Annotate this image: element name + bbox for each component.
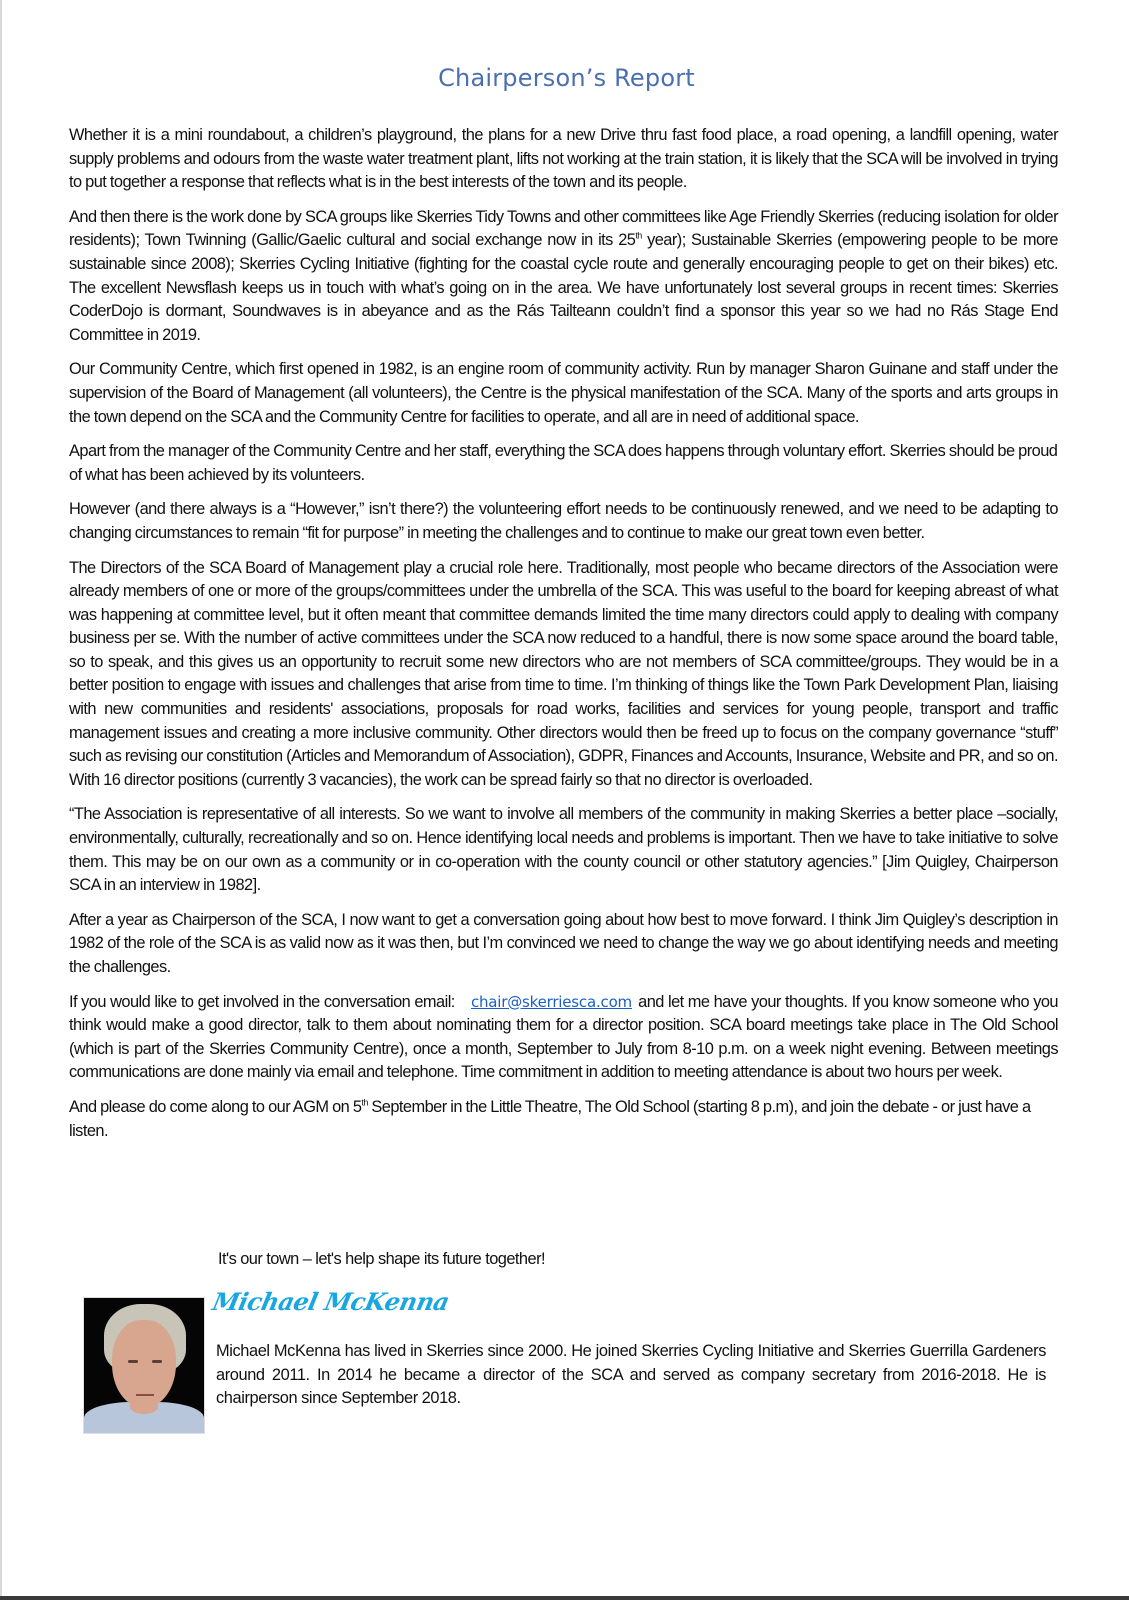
paragraph-intro: Whether it is a mini roundabout, a children’s playground, the plans for a new Drive thru fast food place, a road opening, a landfill opening, water supply problems and odours from the waste water treatment plant, lifts not working at the train station, it is likely that the SCA will be involved in trying to put together a response that reflects what is in the best interests of the town and its people.: [69, 126, 1058, 192]
paragraph-volunteers: Apart from the manager of the Community Centre and her staff, everything the SCA does happens through voluntary effort. Skerries should be proud of what has been achieved by its volunteers.: [69, 442, 1058, 484]
photo-eye-left: [128, 1360, 138, 1363]
ordinal-suffix: th: [361, 1097, 368, 1108]
email-link[interactable]: chair@skerriesca.com: [470, 992, 632, 1011]
contact-text-before: If you would like to get involved in the conversation email:: [69, 992, 459, 1011]
photo-eye-right: [152, 1360, 162, 1363]
paragraph-directors: The Directors of the SCA Board of Management play a crucial role here. Traditionally, most people who became directors of the Association were already members of one or more of the groups/committees under the umbrella of the SCA. This was useful to the board for keeping abreast of what was happening at committee level, but it often meant that committee demands limited the time many directors could apply to dealing with company business per se. With the number of active committees under the SCA now reduced to a handful, there is now some space around the board table, so to speak, and this gives us an opportunity to recruit some new directors who are not members of SCA committee/groups. They would be in a better position to engage with issues and challenges that arise from time to time. I’m thinking of things like the Town Park Development Plan, liaising with new communities and residents' associations, proposals for road works, facilities and services for young people, transport and traffic management issues and creating a more inclusive community. Other directors would then be freed up to focus on the company governance “stuff” such as revising our constitution (Articles and Memorandum of Association), GDPR, Finances and Accounts, Insurance, Website and PR, and so on. With 16 director positions (currently 3 vacancies), the work can be spread fairly so that no director is overloaded.: [69, 558, 1058, 789]
paragraph-groups: [69, 206, 1058, 348]
paragraph-contact: [69, 991, 1058, 1085]
agm-text-after: September in the Little Theatre, The Old School (starting 8 p.m), and join the debate - or just have a listen.: [69, 1097, 1031, 1140]
ordinal-suffix: th: [635, 230, 642, 241]
closing-line: It's our town – let's help shape its future together!: [218, 1250, 545, 1268]
agm-text-before: And please do come along to our AGM on 5: [69, 1097, 362, 1116]
contact-text-after: and let me have your thoughts. If you know someone who you think would make a good director, talk to them about nominating them for a director position. SCA board meetings take place in The Old School (which is part of the Skerries Community Centre), once a month, September to July from 8-10 p.m. on a week night evening. Between meetings communications are done mainly via email and telephone. Time commitment in addition to meeting attendance is about two hours per week.: [69, 992, 1058, 1082]
report-body: [69, 124, 1058, 1154]
paragraph-groups-text-b: year); Sustainable Skerries (empowering people to be more sustainable since 2008); Skerries Cycling Initiative (fighting for the coastal cycle route and generally encouraging people to get on their bikes) etc. The excellent Newsflash keeps us in touch with what’s going on in the area. We have unfortunately lost several groups in recent times: Skerries CoderDojo is dormant, Soundwaves is in abeyance and as the Rás Tailteann couldn’t find a sponsor this year so we had no Rás Stage End Committee in 2019.: [69, 231, 1058, 344]
author-photo: [83, 1297, 205, 1434]
signature: Michael McKenna: [209, 1287, 452, 1316]
page-title: Chairperson’s Report: [438, 64, 695, 92]
paragraph-conversation: After a year as Chairperson of the SCA, I now want to get a conversation going about how best to move forward. I think Jim Quigley’s description in 1982 of the role of the SCA is as valid now as it was then, but I’m convinced we need to change the way we go about identifying needs and meeting the challenges.: [69, 910, 1058, 976]
paragraph-however: However (and there always is a “However,” isn’t there?) the volunteering effort needs to be continuously renewed, and we need to be adapting to changing circumstances to remain “fit for purpose” in meeting the challenges and to continue to make our great town even better.: [69, 500, 1058, 542]
paragraph-agm: [69, 1096, 1058, 1143]
paragraph-community-centre: Our Community Centre, which first opened in 1982, is an engine room of community activity. Run by manager Sharon Guinane and staff under the supervision of the Board of Management (all volunteers), the Centre is the physical manifestation of the SCA. Many of the sports and arts groups in the town depend on the SCA and the Community Centre for facilities to operate, and all are in need of additional space.: [69, 360, 1058, 426]
paragraph-groups-text-a: And then there is the work done by SCA groups like Skerries Tidy Towns and other committees like Age Friendly Skerries (reducing isolation for older residents); Town Twinning (Gallic/Gaelic cultural and social exchange now in its 25: [69, 207, 1058, 250]
paragraph-quote: “The Association is representative of all interests. So we want to involve all members of the community in making Skerries a better place –socially, environmentally, culturally, recreationally and so on. Hence identifying local needs and problems is important. Then we have to take initiative to solve them. This may be on our own as a community or in co-operation with the county council or other statutory agencies.” [Jim Quigley, Chairperson SCA in an interview in 1982].: [69, 805, 1058, 895]
photo-mouth: [136, 1394, 154, 1396]
bottom-edge: [0, 1596, 1129, 1600]
author-bio: Michael McKenna has lived in Skerries since 2000. He joined Skerries Cycling Initiative and Skerries Guerrilla Gardeners around 2011. In 2014 he became a director of the SCA and served as company secretary from 2016-2018. He is chairperson since September 2018.: [216, 1342, 1046, 1407]
